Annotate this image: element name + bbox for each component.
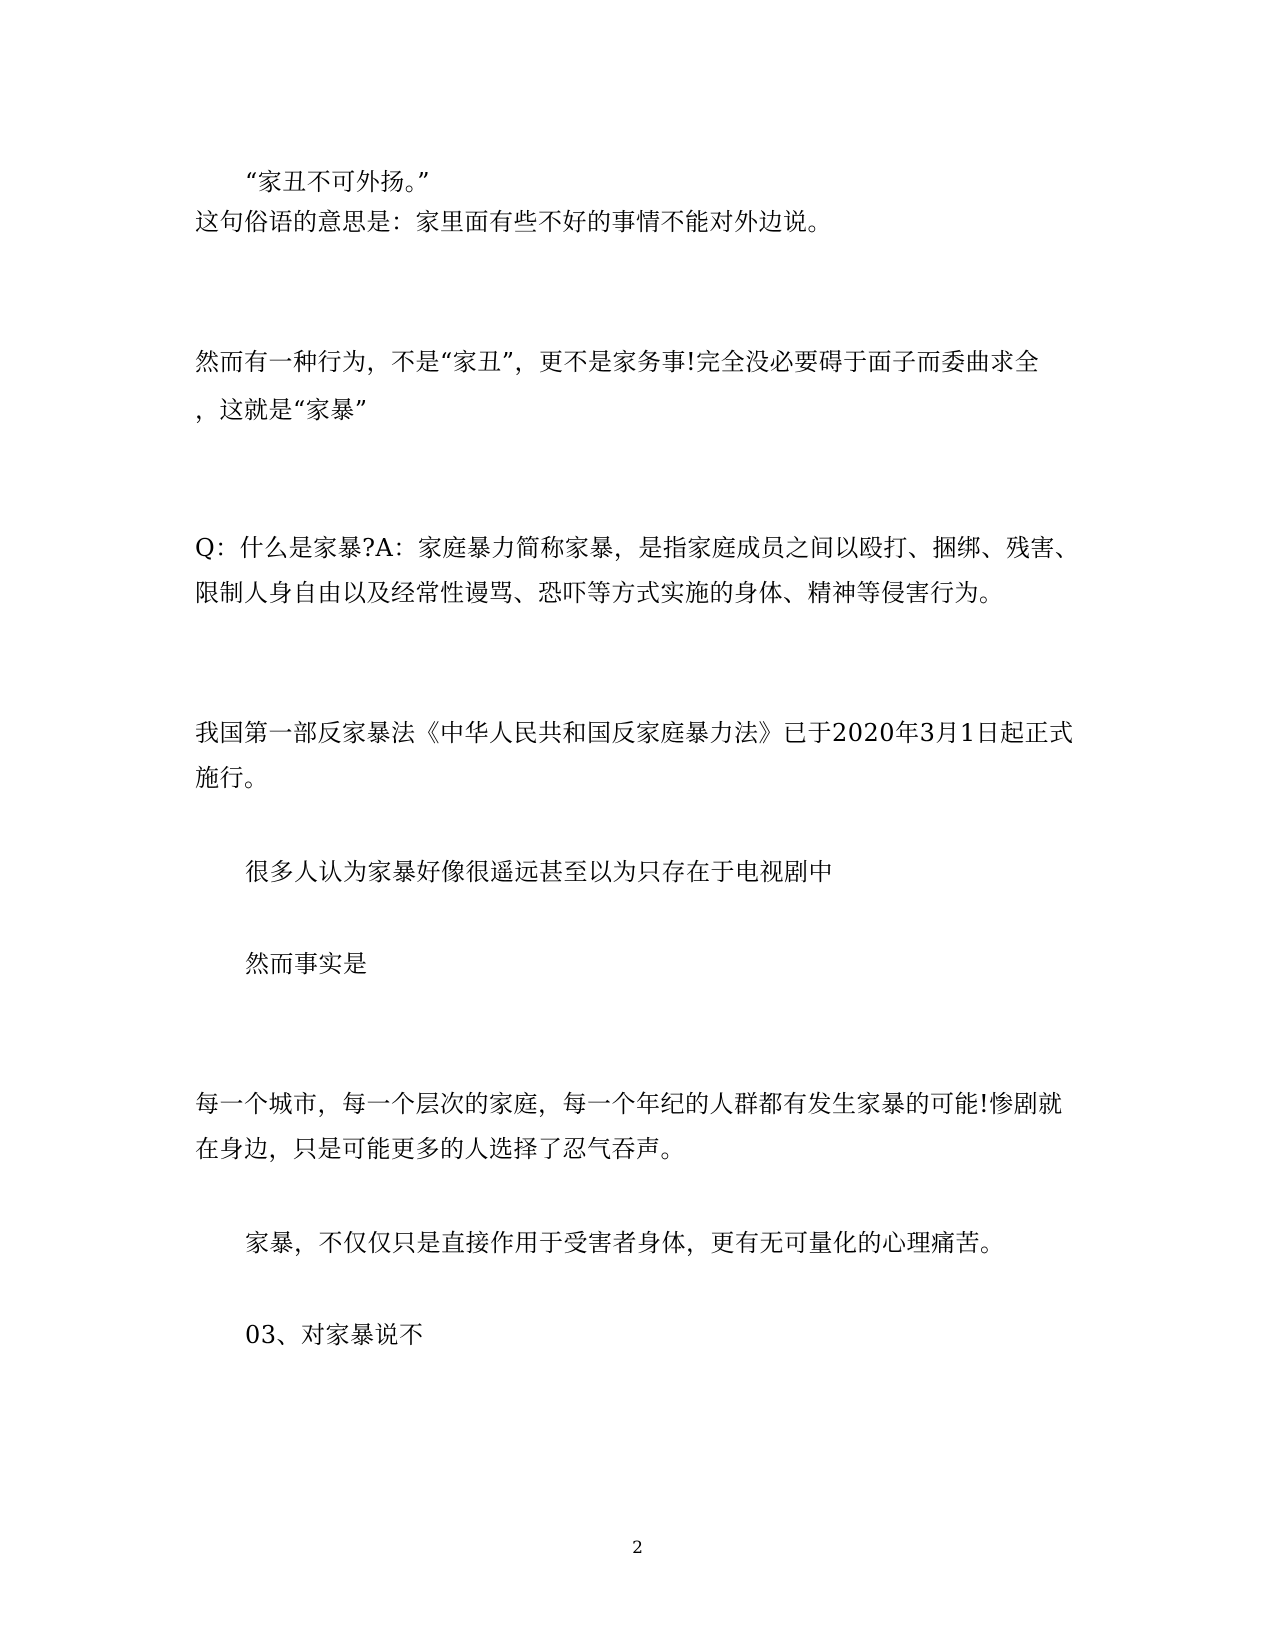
quote-line: “家丑不可外扬。” <box>245 168 431 196</box>
body-line: 这句俗语的意思是：家里面有些不好的事情不能对外边说。 <box>195 208 832 236</box>
body-line: 很多人认为家暴好像很遥远甚至以为只存在于电视剧中 <box>245 858 833 886</box>
page-number: 2 <box>632 1538 643 1558</box>
body-line: 施行。 <box>195 764 269 792</box>
body-line: ，这就是“家暴” <box>195 396 368 424</box>
body-line: 每一个城市，每一个层次的家庭，每一个年纪的人群都有发生家暴的可能!惨剧就 <box>195 1090 1063 1118</box>
body-line: 我国第一部反家暴法《中华人民共和国反家庭暴力法》已于2020年3月1日起正式 <box>195 719 1074 747</box>
body-line: 家暴，不仅仅只是直接作用于受害者身体，更有无可量化的心理痛苦。 <box>245 1229 1005 1257</box>
body-line: Q：什么是家暴?A：家庭暴力简称家暴，是指家庭成员之间以殴打、捆绑、残害、 <box>195 534 1080 562</box>
section-heading: 03、对家暴说不 <box>245 1321 424 1349</box>
body-line: 然而事实是 <box>245 950 368 978</box>
body-line: 然而有一种行为，不是“家丑”，更不是家务事!完全没必要碍于面子而委曲求全 <box>195 348 1040 376</box>
body-line: 限制人身自由以及经常性谩骂、恐吓等方式实施的身体、精神等侵害行为。 <box>195 579 1004 607</box>
body-line: 在身边，只是可能更多的人选择了忍气吞声。 <box>195 1135 685 1163</box>
